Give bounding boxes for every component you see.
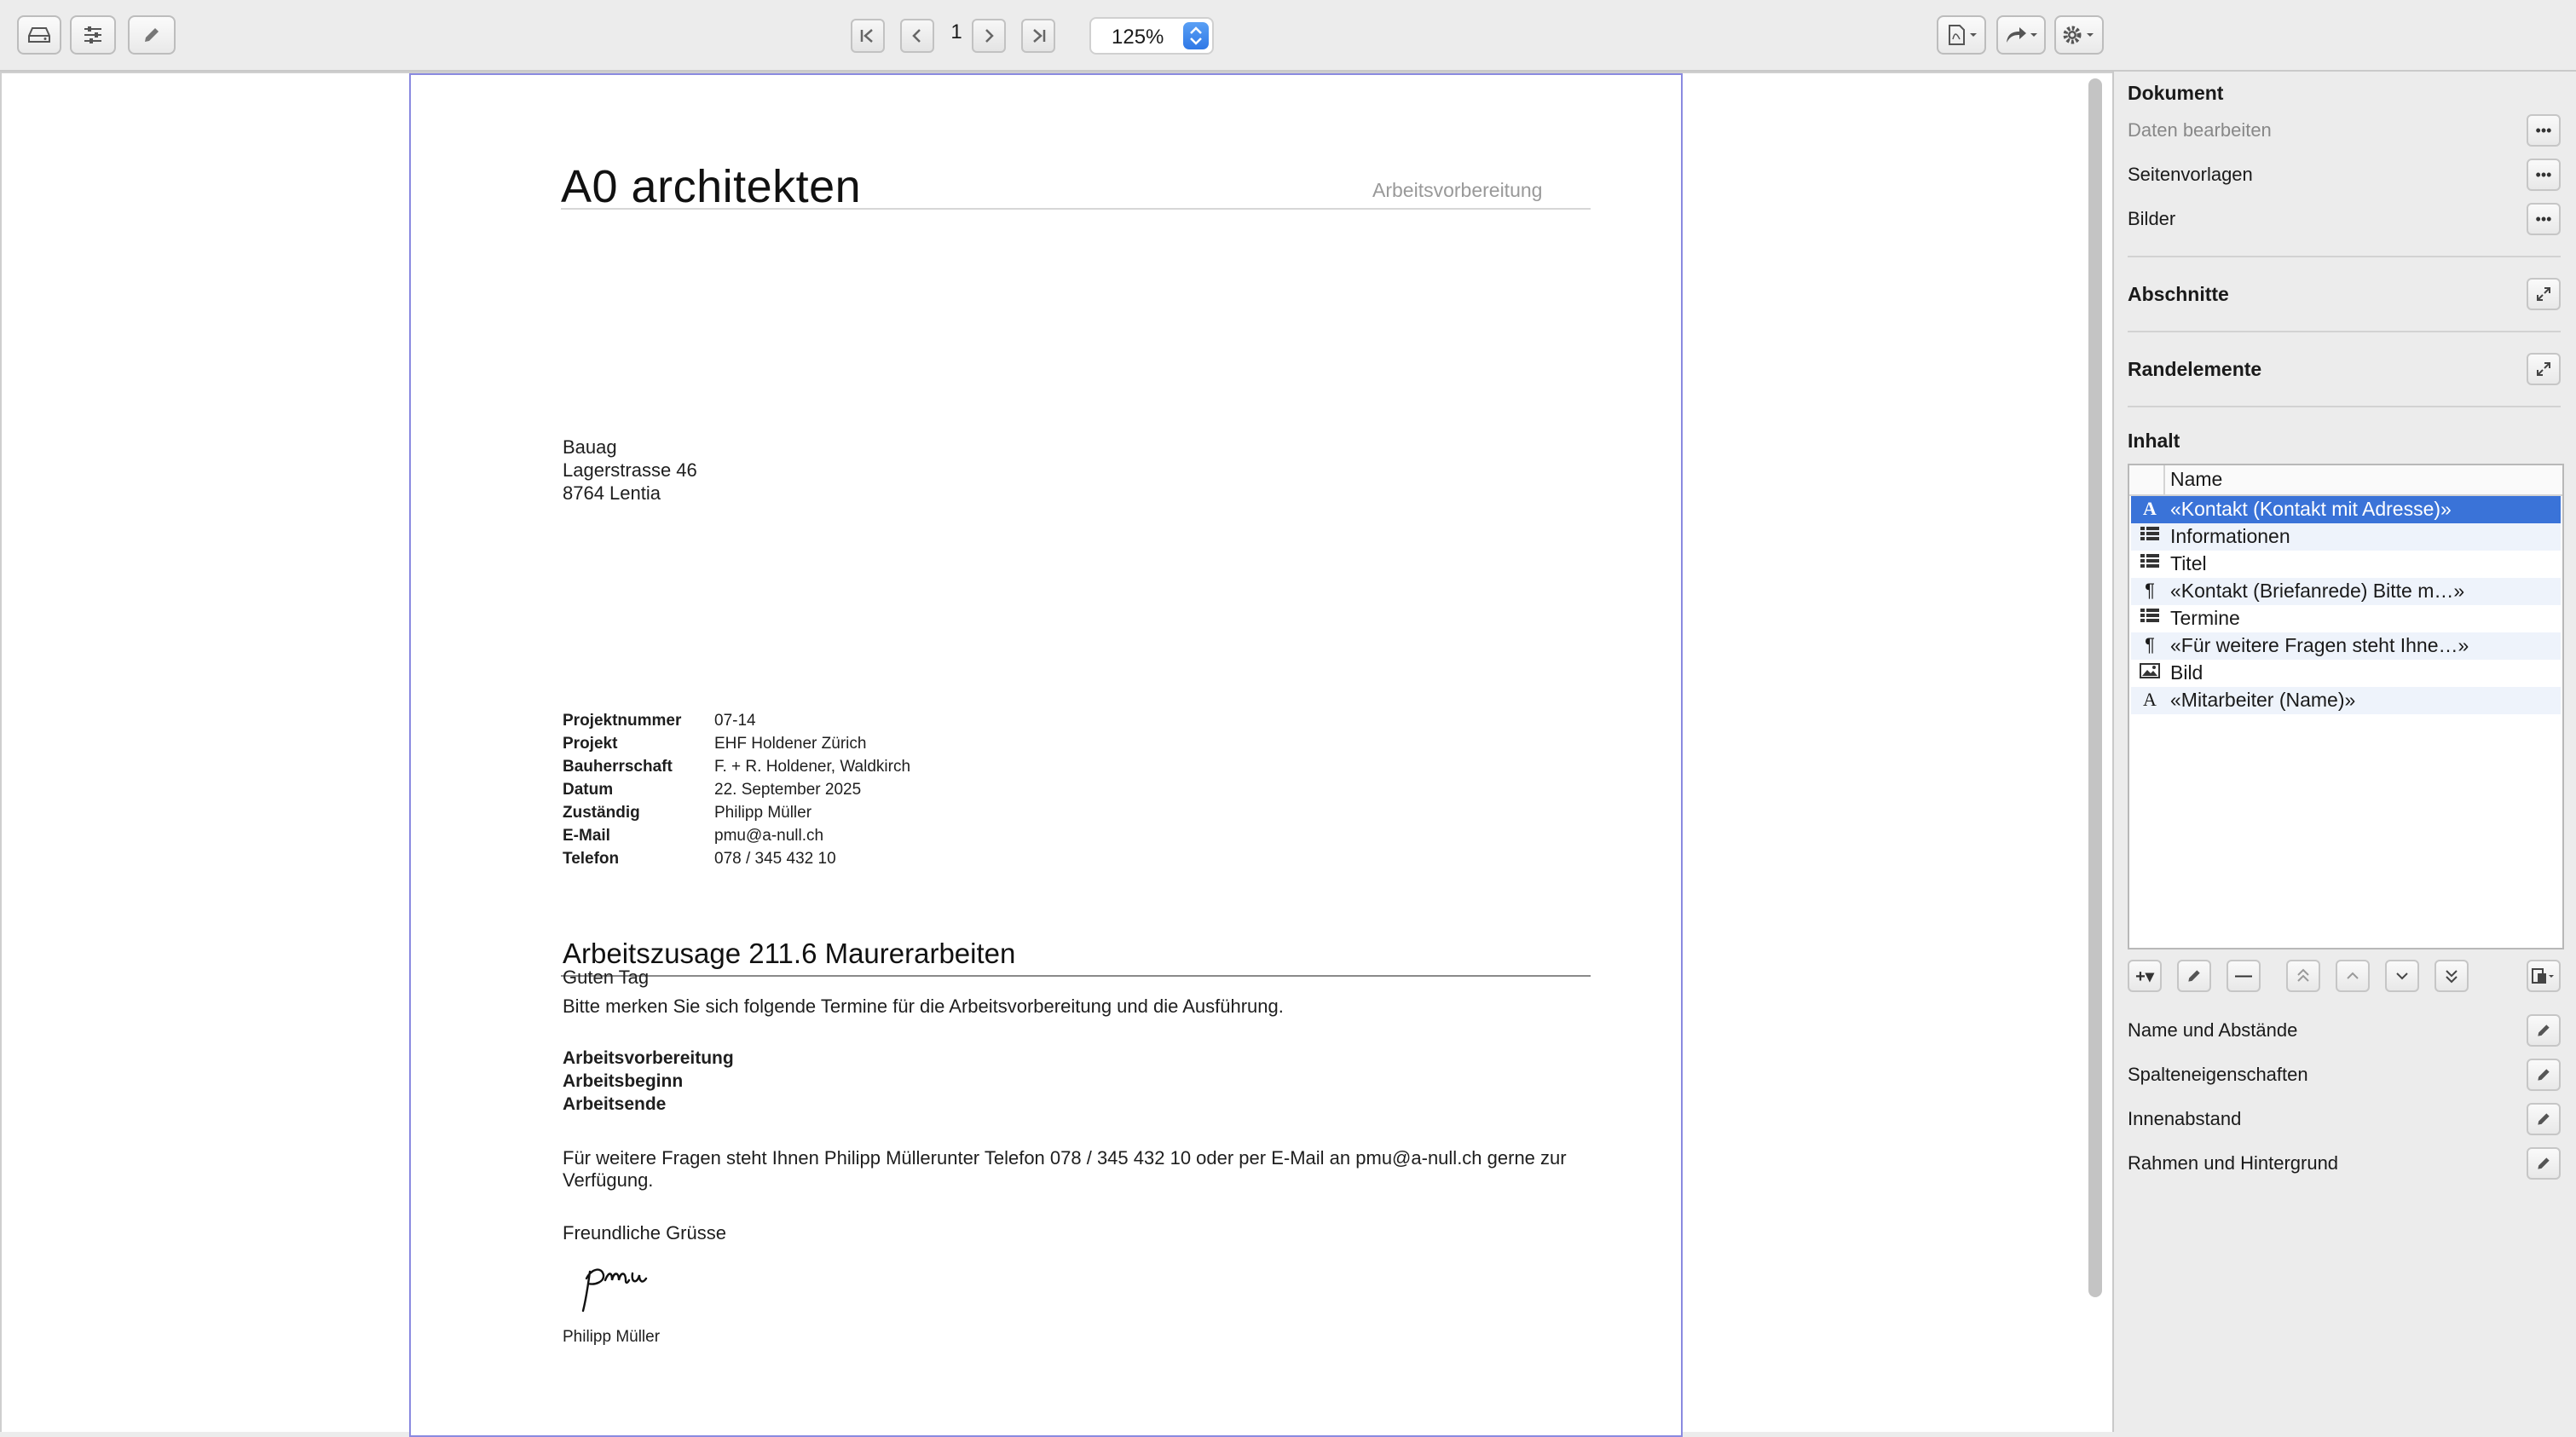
edit-rahmen-und-hintergrund-button[interactable] xyxy=(2527,1147,2561,1180)
info-label: Projekt xyxy=(563,735,618,753)
pencil-icon xyxy=(2535,1022,2552,1039)
edit-content-button[interactable] xyxy=(2177,960,2211,992)
intro-text: Bitte merken Sie sich folgende Termine für die Arbeitsvorbereitung und die Ausführung. xyxy=(563,996,1284,1017)
column-header-name[interactable]: Name xyxy=(2170,468,2223,490)
document-title: Arbeitszusage 211.6 Maurerarbeiten xyxy=(563,938,1016,969)
abschnitte-expand-button[interactable] xyxy=(2527,278,2561,310)
info-value: 078 / 345 432 10 xyxy=(714,850,836,868)
clipboard-icon xyxy=(2531,967,2556,985)
date-label: Arbeitsbeginn xyxy=(563,1071,684,1091)
prop-name-und-abstaende: Name und Abstände xyxy=(2128,1019,2298,1041)
chevron-down-icon xyxy=(2394,967,2411,984)
first-page-icon xyxy=(858,27,877,44)
info-label: Projektnummer xyxy=(563,712,682,730)
more-icon: ••• xyxy=(2535,165,2552,183)
expand-icon xyxy=(2535,361,2552,378)
regards: Freundliche Grüsse xyxy=(563,1222,726,1244)
info-label: Telefon xyxy=(563,850,620,868)
list-item-label: «Kontakt (Briefanrede) Bitte m…» xyxy=(2170,580,2465,602)
daten-bearbeiten-label: Daten bearbeiten xyxy=(2128,119,2272,141)
previous-page-button[interactable] xyxy=(900,19,934,53)
table-icon xyxy=(2138,607,2162,631)
zoom-value: 125% xyxy=(1112,26,1164,49)
share-icon xyxy=(2003,24,2039,46)
toolbar xyxy=(0,0,2576,72)
pdf-icon xyxy=(1944,24,1978,46)
document-viewport[interactable] xyxy=(0,72,2112,1432)
paragraph-icon: ¶ xyxy=(2145,634,2155,655)
table-icon xyxy=(2138,525,2162,549)
separator xyxy=(2128,406,2561,407)
text-icon: A xyxy=(2143,498,2157,519)
info-label: Zuständig xyxy=(563,804,640,822)
table-icon xyxy=(2138,552,2162,576)
info-label: E-Mail xyxy=(563,827,610,845)
pencil-icon xyxy=(142,25,162,45)
date-label: Arbeitsvorbereitung xyxy=(563,1048,734,1068)
move-up-button[interactable] xyxy=(2336,960,2370,992)
signature-image xyxy=(578,1255,697,1319)
first-page-button[interactable] xyxy=(851,19,885,53)
list-item[interactable] xyxy=(2131,496,2561,523)
zoom-select[interactable] xyxy=(1089,17,1214,55)
prop-rahmen-und-hintergrund: Rahmen und Hintergrund xyxy=(2128,1152,2339,1174)
minus-icon: — xyxy=(2235,966,2252,985)
content-list[interactable] xyxy=(2128,464,2564,949)
last-page-icon xyxy=(1029,27,1048,44)
double-chevron-down-icon xyxy=(2443,967,2460,984)
paragraph-icon: ¶ xyxy=(2145,580,2155,601)
prop-spalteneigenschaften: Spalteneigenschaften xyxy=(2128,1064,2308,1085)
section-inhalt: Inhalt xyxy=(2128,430,2180,452)
daten-bearbeiten-button[interactable] xyxy=(2527,114,2561,147)
title-divider xyxy=(561,975,1591,977)
share-button[interactable] xyxy=(1996,15,2046,55)
section-abschnitte: Abschnitte xyxy=(2128,283,2229,305)
chevron-up-icon xyxy=(2344,967,2361,984)
drive-button[interactable] xyxy=(17,15,61,55)
next-page-button[interactable] xyxy=(972,19,1006,53)
info-value: 07-14 xyxy=(714,712,756,730)
move-bottom-button[interactable] xyxy=(2434,960,2469,992)
closing-text-continued: Verfügung. xyxy=(563,1169,654,1191)
info-value: F. + R. Holdener, Waldkirch xyxy=(714,758,911,776)
inspector-panel xyxy=(2112,72,2576,1432)
vertical-scrollbar[interactable] xyxy=(2088,78,2102,1297)
pencil-icon xyxy=(2535,1155,2552,1172)
list-header xyxy=(2129,465,2562,496)
signer-name: Philipp Müller xyxy=(563,1328,661,1346)
date-label: Arbeitsende xyxy=(563,1094,667,1114)
list-item[interactable] xyxy=(2131,660,2561,687)
edit-spalteneigenschaften-button[interactable] xyxy=(2527,1059,2561,1091)
info-label: Bauherrschaft xyxy=(563,758,673,776)
pencil-icon xyxy=(2535,1111,2552,1128)
text-icon: A xyxy=(2143,689,2157,710)
company-name: A0 architekten xyxy=(561,161,862,212)
remove-content-button[interactable] xyxy=(2227,960,2261,992)
bilder-button[interactable] xyxy=(2527,203,2561,235)
edit-innenabstand-button[interactable] xyxy=(2527,1103,2561,1135)
closing-text: Für weitere Fragen steht Ihnen Philipp Müllerunter Telefon 078 / 345 432 10 oder per E-Mail an pmu@a-null.ch gerne zur xyxy=(563,1147,1567,1169)
seitenvorlagen-label: Seitenvorlagen xyxy=(2128,164,2253,185)
bilder-label: Bilder xyxy=(2128,208,2176,229)
last-page-button[interactable] xyxy=(1021,19,1055,53)
randelemente-expand-button[interactable] xyxy=(2527,353,2561,385)
updown-icon xyxy=(1183,22,1209,49)
move-top-button[interactable] xyxy=(2286,960,2320,992)
info-value: 22. September 2025 xyxy=(714,781,862,799)
expand-icon xyxy=(2535,286,2552,303)
column-divider xyxy=(2163,465,2165,494)
pdf-export-button[interactable] xyxy=(1937,15,1986,55)
section-randelemente: Randelemente xyxy=(2128,358,2262,380)
gear-icon xyxy=(2061,24,2097,46)
page-number: 1 xyxy=(950,20,962,43)
gear-menu-button[interactable] xyxy=(2054,15,2104,55)
prop-innenabstand: Innenabstand xyxy=(2128,1108,2242,1129)
double-chevron-up-icon xyxy=(2295,967,2312,984)
chevron-right-icon xyxy=(980,27,997,44)
list-item-label: «Für weitere Fragen steht Ihne…» xyxy=(2170,634,2469,656)
list-item-label: «Kontakt (Kontakt mit Adresse)» xyxy=(2170,498,2452,520)
address-line: 8764 Lentia xyxy=(563,482,661,504)
list-item[interactable] xyxy=(2131,605,2561,632)
settings-sliders-button[interactable] xyxy=(70,15,116,55)
list-item[interactable] xyxy=(2131,687,2561,714)
image-icon xyxy=(2138,661,2162,685)
list-item[interactable] xyxy=(2131,578,2561,605)
more-icon: ••• xyxy=(2535,121,2552,139)
chevron-left-icon xyxy=(909,27,926,44)
info-value: Philipp Müller xyxy=(714,804,812,822)
move-down-button[interactable] xyxy=(2385,960,2419,992)
greeting: Guten Tag xyxy=(563,967,650,988)
pencil-icon xyxy=(2535,1066,2552,1083)
list-item[interactable] xyxy=(2131,632,2561,660)
info-value: pmu@a-null.ch xyxy=(714,827,824,845)
sliders-icon xyxy=(82,26,104,44)
document-page[interactable] xyxy=(409,73,1683,1437)
address-line: Bauag xyxy=(563,436,617,458)
separator xyxy=(2128,331,2561,332)
list-item[interactable] xyxy=(2131,523,2561,551)
info-label: Datum xyxy=(563,781,614,799)
section-dokument: Dokument xyxy=(2128,82,2224,104)
zoom-stepper[interactable] xyxy=(1183,22,1209,49)
edit-button[interactable] xyxy=(128,15,176,55)
list-item-label: Titel xyxy=(2170,552,2207,574)
header-divider xyxy=(561,208,1591,210)
seitenvorlagen-button[interactable] xyxy=(2527,159,2561,191)
separator xyxy=(2128,256,2561,257)
pencil-icon xyxy=(2186,967,2203,984)
paste-content-button[interactable] xyxy=(2527,960,2561,992)
plus-icon: +▾ xyxy=(2135,967,2154,986)
list-item-label: Bild xyxy=(2170,661,2203,684)
more-icon: ••• xyxy=(2535,210,2552,228)
list-item-label: «Mitarbeiter (Name)» xyxy=(2170,689,2356,711)
drive-icon xyxy=(26,26,52,44)
add-content-button[interactable] xyxy=(2128,960,2162,992)
info-value: EHF Holdener Zürich xyxy=(714,735,867,753)
edit-name-und-abstaende-button[interactable] xyxy=(2527,1014,2561,1047)
header-note: Arbeitsvorbereitung xyxy=(1372,179,1543,201)
address-line: Lagerstrasse 46 xyxy=(563,459,697,481)
list-item[interactable] xyxy=(2131,551,2561,578)
list-item-label: Informationen xyxy=(2170,525,2290,547)
list-item-label: Termine xyxy=(2170,607,2240,629)
